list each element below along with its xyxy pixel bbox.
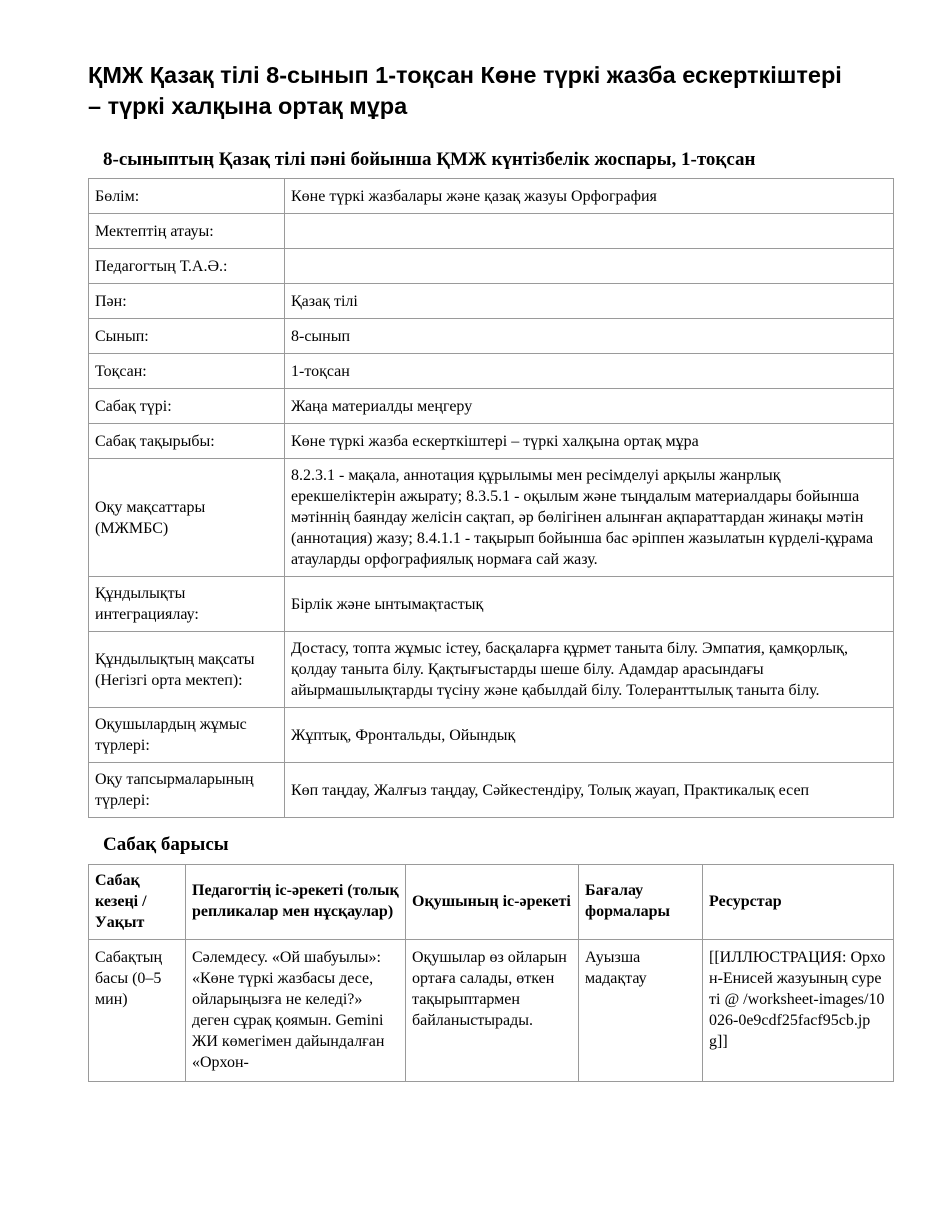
document-title: ҚМЖ Қазақ тілі 8-сынып 1-тоқсан Көне түркі жазба ескерткіштері – түркі халқына ортақ мұра bbox=[88, 62, 842, 119]
info-label: Сынып: bbox=[89, 319, 285, 354]
info-value: 8.2.3.1 - мақала, аннотация құрылымы мен ресімделуі арқылы жанрлық ерекшеліктерін ажырату; 8.3.5.1 - оқылым және тыңдалым материалдары бойынша мәтіннің баяндау желісін сақтап, әр бөлігінен алынған ақпараттардан жинақы мәтін (аннотация) жазу; 8.4.1.1 - тақырып бойынша бас әріппен жазылатын күрделі-құрама атауларды орфографиялық нормаға сай жазу. bbox=[285, 459, 894, 577]
lesson-info-table bbox=[88, 178, 894, 818]
info-value: Бірлік және ынтымақтастық bbox=[285, 577, 894, 632]
plan-heading: 8-сыныптың Қазақ тілі пәні бойынша ҚМЖ күнтізбелік жоспары, 1-тоқсан bbox=[103, 149, 756, 170]
lesson-stage-cell: Сабақтың басы (0–5 мин) bbox=[89, 940, 186, 1082]
info-label: Құндылықтың мақсаты (Негізгі орта мектеп): bbox=[89, 632, 285, 708]
info-row-value-integration bbox=[89, 577, 894, 632]
student-activity-cell: Оқушылар өз ойларын ортаға салады, өткен тақырыптармен байланыстырады. bbox=[406, 940, 579, 1082]
info-value: Жаңа материалды меңгеру bbox=[285, 389, 894, 424]
info-value: Көп таңдау, Жалғыз таңдау, Сәйкестендіру, Толық жауап, Практикалық есеп bbox=[285, 763, 894, 818]
info-label: Пән: bbox=[89, 284, 285, 319]
info-label: Құндылықты интеграциялау: bbox=[89, 577, 285, 632]
column-header: Ресурстар bbox=[703, 865, 894, 940]
document-page bbox=[88, 60, 893, 1082]
info-label: Оқу мақсаттары (МЖМБС) bbox=[89, 459, 285, 577]
info-label: Педагогтың Т.А.Ә.: bbox=[89, 249, 285, 284]
info-label: Оқушылардың жұмыс түрлері: bbox=[89, 708, 285, 763]
info-row-teacher bbox=[89, 249, 894, 284]
assessment-cell: Ауызша мадақтау bbox=[579, 940, 703, 1082]
info-label: Сабақ түрі: bbox=[89, 389, 285, 424]
info-row-value-goal bbox=[89, 632, 894, 708]
info-label: Тоқсан: bbox=[89, 354, 285, 389]
lesson-heading: Сабақ барысы bbox=[103, 834, 229, 855]
column-header: Педагогтің іс-әрекеті (толық репликалар мен нұсқаулар) bbox=[186, 865, 406, 940]
info-row-section bbox=[89, 179, 894, 214]
info-value: Көне түркі жазба ескерткіштері – түркі халқына ортақ мұра bbox=[285, 424, 894, 459]
info-label: Сабақ тақырыбы: bbox=[89, 424, 285, 459]
table-row bbox=[89, 940, 894, 1082]
info-value: Жұптық, Фронтальды, Ойындық bbox=[285, 708, 894, 763]
info-row-lesson-type bbox=[89, 389, 894, 424]
info-value: Достасу, топта жұмыс істеу, басқаларға құрмет таныта білу. Эмпатия, қамқорлық, қолдау таныта білу. Қақтығыстарды шеше білу. Адамдар арасындағы айырмашылықтарды түсіну және қабылдай білу. Толеранттылық таныта білу. bbox=[285, 632, 894, 708]
info-value: 8-сынып bbox=[285, 319, 894, 354]
lesson-flow-table bbox=[88, 864, 894, 1082]
info-value bbox=[285, 214, 894, 249]
info-value: Көне түркі жазбалары және қазақ жазуы Орфография bbox=[285, 179, 894, 214]
info-label: Бөлім: bbox=[89, 179, 285, 214]
info-row-school bbox=[89, 214, 894, 249]
column-header: Сабақ кезеңі / Уақыт bbox=[89, 865, 186, 940]
info-value: Қазақ тілі bbox=[285, 284, 894, 319]
info-row-learning-objectives bbox=[89, 459, 894, 577]
info-row-grade bbox=[89, 319, 894, 354]
resources-cell: [[ИЛЛЮСТРАЦИЯ: Орхон-Енисей жазуының суреті @ /worksheet-images/10026-0e9cdf25facf95cb.jpg]] bbox=[703, 940, 894, 1082]
column-header: Бағалау формалары bbox=[579, 865, 703, 940]
info-row-work-forms bbox=[89, 708, 894, 763]
info-label: Оқу тапсырмаларының түрлері: bbox=[89, 763, 285, 818]
info-row-subject bbox=[89, 284, 894, 319]
info-label: Мектептің атауы: bbox=[89, 214, 285, 249]
column-header: Оқушының іс-әрекеті bbox=[406, 865, 579, 940]
info-row-task-types bbox=[89, 763, 894, 818]
info-value: 1-тоқсан bbox=[285, 354, 894, 389]
info-row-lesson-topic bbox=[89, 424, 894, 459]
teacher-activity-cell: Сәлемдесу. «Ой шабуылы»: «Көне түркі жазбасы десе, ойларыңызға не келеді?» деген сұрақ қоямын. Gemini ЖИ көмегімен дайындалған «Орхон- bbox=[186, 940, 406, 1082]
info-value bbox=[285, 249, 894, 284]
lesson-header-row bbox=[89, 865, 894, 940]
info-row-quarter bbox=[89, 354, 894, 389]
